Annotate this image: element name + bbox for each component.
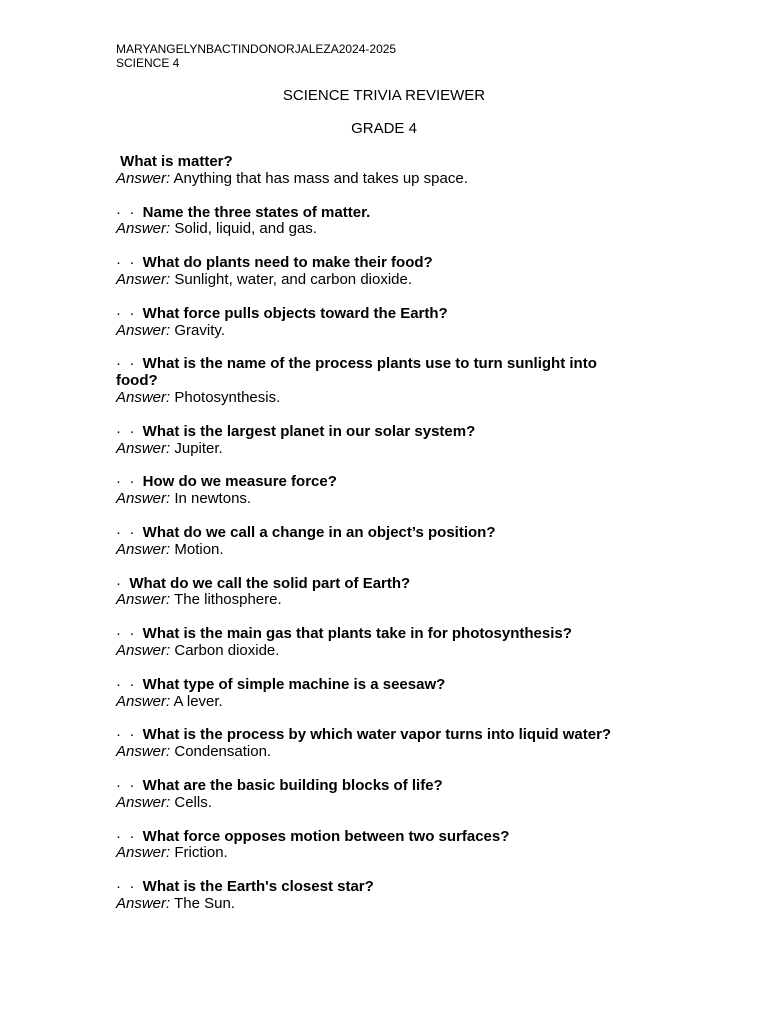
answer-label: Answer: [116,270,171,288]
bullet-marker: · · [116,878,143,896]
question [116,778,636,795]
answer [116,795,636,812]
answer-label: Answer: [116,844,171,862]
question-text: How do we measure force? [142,473,337,491]
question [116,255,636,272]
question-text: What do plants need to make their food? [142,254,433,272]
answer-label: Answer: [116,169,171,187]
answer-label: Answer: [116,591,171,609]
qa-list [116,154,636,930]
answer-text: Gravity. [174,321,225,339]
answer-label: Answer: [116,641,171,659]
question [116,525,636,542]
answer [116,845,636,862]
qa-item [116,778,636,812]
qa-item [116,525,636,559]
answer-label: Answer: [116,490,171,508]
bullet-marker: · · [116,625,143,643]
answer-label: Answer: [116,793,171,811]
qa-item [116,255,636,289]
qa-item [116,306,636,340]
answer [116,390,636,407]
bullet-marker: · · [116,675,143,693]
answer-text: A lever. [173,692,223,710]
bullet-marker: · · [116,304,143,322]
answer [116,694,636,711]
bullet-marker: · · [116,776,143,794]
answer-text: The Sun. [174,894,235,912]
answer-label: Answer: [116,743,171,761]
answer-text: Condensation. [174,743,272,761]
answer-label: Answer: [116,894,171,912]
question-text: What type of simple machine is a seesaw? [142,675,446,693]
question-text: What do we call a change in an object’s position? [142,523,496,541]
answer [116,221,636,238]
bullet-marker: · · [116,355,143,373]
answer [116,491,636,508]
document-subtitle: GRADE 4 [351,120,417,137]
qa-item [116,474,636,508]
question [116,626,636,643]
question-text: What is the process by which water vapor turns into liquid water? [142,726,612,744]
answer-label: Answer: [116,692,171,710]
answer [116,592,636,609]
qa-item [116,424,636,458]
answer [116,542,636,559]
qa-item [116,626,636,660]
bullet-marker: · · [116,827,143,845]
bullet-marker: · · [116,254,143,272]
answer-text: Jupiter. [174,439,223,457]
answer-text: Carbon dioxide. [174,641,280,659]
author-line: MARYANGELYNBACTINDONORJALEZA2024-2025 [116,42,397,56]
question [116,879,636,896]
question-text: What is the Earth's closest star? [142,878,374,896]
answer [116,272,636,289]
question [116,829,636,846]
qa-item [116,205,636,239]
answer-text: Photosynthesis. [174,388,281,406]
qa-item [116,677,636,711]
question-text: What is the largest planet in our solar system? [142,422,476,440]
question [116,205,636,222]
bullet-marker: · · [116,422,143,440]
answer [116,323,636,340]
qa-item [116,154,636,188]
question-text: Name the three states of matter. [142,203,371,221]
question-text: What force opposes motion between two surfaces? [142,827,510,845]
answer-label: Answer: [116,540,171,558]
question [116,474,636,491]
answer [116,643,636,660]
document-title: SCIENCE TRIVIA REVIEWER [282,87,486,104]
answer [116,171,636,188]
answer [116,744,636,761]
answer-label: Answer: [116,388,171,406]
answer-text: Friction. [174,844,228,862]
question [116,424,636,441]
question [116,677,636,694]
qa-item [116,576,636,610]
qa-item [116,829,636,863]
question [116,154,636,171]
question [116,306,636,323]
question [116,356,636,390]
subject-line: SCIENCE 4 [116,56,180,70]
answer-text: The lithosphere. [174,591,282,609]
document-header [116,42,396,70]
question-text: What is matter? [120,153,233,170]
bullet-marker: · · [116,203,143,221]
answer-label: Answer: [116,220,171,238]
question [116,576,636,593]
answer-text: Motion. [174,540,224,558]
answer-text: In newtons. [174,490,252,508]
answer-text: Cells. [174,793,212,811]
question-text: What is the main gas that plants take in for photosynthesis? [142,625,572,643]
question-text: What force pulls objects toward the Earth? [142,304,448,322]
bullet-marker: · · [116,523,143,541]
answer [116,441,636,458]
question-text: What is the name of the process plants use to turn sunlight into food? [116,355,597,390]
bullet-marker: · [116,574,130,592]
qa-item [116,879,636,913]
qa-item [116,727,636,761]
answer [116,896,636,913]
qa-item [116,356,636,406]
question-text: What do we call the solid part of Earth? [129,574,411,592]
answer-text: Solid, liquid, and gas. [174,220,317,238]
question-text: What are the basic building blocks of life? [142,776,443,794]
bullet-marker: · · [116,473,143,491]
bullet-marker: · · [116,726,143,744]
question [116,727,636,744]
answer-label: Answer: [116,439,171,457]
answer-text: Anything that has mass and takes up space. [173,169,468,187]
answer-label: Answer: [116,321,171,339]
answer-text: Sunlight, water, and carbon dioxide. [174,270,413,288]
